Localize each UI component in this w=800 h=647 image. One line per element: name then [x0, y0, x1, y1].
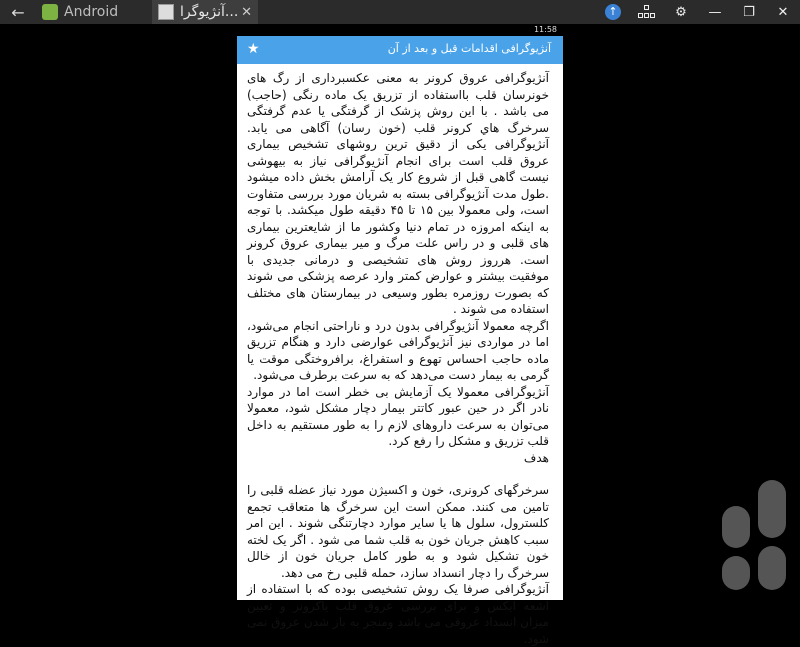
- minimize-button[interactable]: [698, 0, 732, 24]
- grid-icon: [638, 5, 656, 19]
- logo-shape: [758, 480, 786, 538]
- page-title: آنژیوگرافی اقدامات قبل و بعد از آن: [387, 42, 551, 55]
- restore-button[interactable]: [732, 0, 766, 24]
- tab-app-label: آنژیوگرا...: [180, 4, 239, 20]
- article-paragraph: آنژیوگرافی معمولا یک آزمایش بی خطر است اما در موارد نادر اگر در حین عبور کاتتر بیمار دچار مشکل شود، معمولا می‌توان به سرعت داروهای لازم را به طور مستقیم به داخل قلب تزریق و مشکل را رفع کرد.: [247, 384, 549, 448]
- app-bar: [237, 36, 563, 64]
- article-container[interactable]: [237, 64, 563, 646]
- restore-icon: ❐: [743, 4, 755, 20]
- tab-android[interactable]: [36, 0, 152, 24]
- app-icon: [158, 4, 174, 20]
- article-paragraph: اگرچه معمولا آنژیوگرافی بدون درد و ناراحتی انجام می‌شود، اما در مواردی نیز آنژیوگرافی عوارضی دارد و هنگام تزریق ماده حاجب احساس تهوع و استفراغ، برافروختگی موقت یا گرمی به بیمار دست می‌دهد که به سرعت برطرف می‌شود.: [247, 318, 549, 382]
- upload-button[interactable]: [596, 0, 630, 24]
- bazaar-logo: [718, 476, 792, 594]
- upload-icon: ↑: [605, 4, 621, 20]
- article-paragraph: سرخرگهای کرونری، خون و اکسیژن مورد نیاز عضله قلبی را تامین می کنند. ممکن است این سرخرگ ها متعاقب تجمع کلسترول، سلول ها یا سایر موارد دچارتنگی شوند . این امر سبب کاهش جریان خون به قلب شما می شود . اگر یک لخته خون تشکیل شود و به طور کامل جریان خون از خالل سرخرگ را دچار انسداد سازد، حمله قلبی رخ می دهد.: [247, 483, 549, 580]
- minimize-icon: —: [708, 4, 722, 20]
- spacer: [247, 466, 549, 482]
- close-window-button[interactable]: [766, 0, 800, 24]
- status-time: 11:58: [533, 25, 557, 34]
- gear-icon: ⚙: [675, 4, 687, 20]
- logo-shape: [758, 546, 786, 590]
- logo-shape: [722, 556, 750, 590]
- settings-button[interactable]: [664, 0, 698, 24]
- multi-instance-button[interactable]: [630, 0, 664, 24]
- close-icon: ✕: [777, 4, 789, 20]
- article-paragraph: آنژیوگرافی صرفا یک روش تشخیصی بوده که با استفاده از اشعه ایکس و برای بررسی عروق قلب یاکرونر و تعیین میزان انسداد عروقی می باشد ومنجر به باز شدن عروق نمی شود.: [247, 582, 549, 646]
- article-body: [237, 64, 563, 647]
- close-tab-icon[interactable]: ✕: [241, 4, 252, 20]
- logo-shape: [722, 506, 750, 548]
- back-arrow-icon[interactable]: ←: [11, 2, 25, 22]
- emulator-toolbar: [0, 0, 800, 24]
- star-icon[interactable]: ★: [247, 41, 260, 57]
- section-heading: هدف: [523, 450, 549, 465]
- tab-android-label: Android: [64, 4, 119, 20]
- tab-app[interactable]: [152, 0, 258, 24]
- article-paragraph: آنژیوگرافی عروق کرونر به معنی عکسبرداری از رگ های خونرسان قلب بااستفاده از تزریق یک ماده رنگی (حاجب) می باشد . با این روش پزشک از گرفتگی یا عدم گرفتگی سرخرگ هاي کرونر قلب (خون رسان) آگاهی می یابد. آنژیوگرافی یکی از دقیق ترین روشهای تشخیص بیماری عروق قلب است برای انجام آنژیوگرافی نیاز به بیهوشی نیست گاهی قبل از شروع کار یک آرامش بخش داده میشود .طول مدت آنژیوگرافی بسته به شریان مورد بررسی متفاوت است، ولی معمولا بین ۱۵ تا ۴۵ دقیقه طول میکشد. با توجه به اینکه امروزه در تمام دنیا وکشور ما از شایعترین بیماری های قلبی و در راس علت مرگ و میر بیماری عروق کرونر است. هرروز روش های تشخیصی و درمانی جدیدی با موفقیت بیشتر و عوارض کمتر وارد عرصه پزشکی می شوند که بصورت روزمره بطور وسیعی در بیمارستان های مختلف استفاده می شوند .: [247, 71, 549, 316]
- android-icon: [42, 4, 58, 20]
- status-bar: [237, 24, 563, 36]
